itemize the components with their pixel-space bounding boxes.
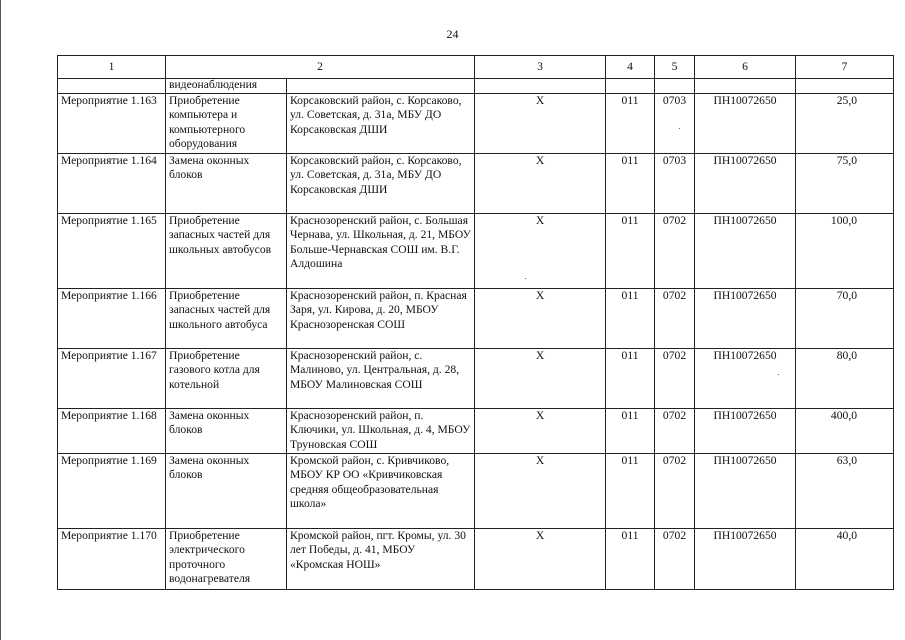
column-4-value: 011 [606, 349, 655, 409]
event-id: Мероприятие 1.163 [58, 94, 166, 154]
event-name: Приобретение запасных частей для школьного автобуса [166, 289, 287, 349]
column-header-2: 2 [166, 56, 475, 79]
column-header-1: 1 [58, 56, 166, 79]
column-3-value: Х [475, 214, 606, 289]
column-header-3: 3 [475, 56, 606, 79]
column-7-value: 25,0 [796, 94, 894, 154]
event-id: Мероприятие 1.168 [58, 409, 166, 454]
column-header-7: 7 [796, 56, 894, 79]
column-6-value: ПН10072650 [695, 529, 796, 590]
event-name: Замена оконных блоков [166, 154, 287, 214]
column-7-value: 100,0 [796, 214, 894, 289]
event-name: Приобретение электрического проточного водонагревателя [166, 529, 287, 590]
column-3-value: Х [475, 94, 606, 154]
continuation-row [58, 79, 894, 94]
column-6-value: ПН10072650 [695, 214, 796, 289]
header-row [58, 56, 894, 79]
event-address: Краснозоренский район, с. Большая Чернава, ул. Школьная, д. 21, МБОУ Больше-Чернавская СОШ им. В.Г. Алдошина [287, 214, 475, 289]
column-6-value: ПН10072650 [695, 154, 796, 214]
column-header-4: 4 [606, 56, 655, 79]
event-id: Мероприятие 1.167 [58, 349, 166, 409]
event-address: Корсаковский район, с. Корсаково, ул. Советская, д. 31а, МБУ ДО Корсаковская ДШИ [287, 94, 475, 154]
event-id: Мероприятие 1.166 [58, 289, 166, 349]
column-5-value: 0702 [655, 454, 695, 529]
event-id: Мероприятие 1.170 [58, 529, 166, 590]
column-5-value: 0702 [655, 214, 695, 289]
table-row [58, 289, 894, 349]
column-7-value: 63,0 [796, 454, 894, 529]
column-3-value: Х [475, 529, 606, 590]
table-row [58, 454, 894, 529]
column-7-value: 75,0 [796, 154, 894, 214]
column-5-value: 0702 [655, 529, 695, 590]
column-5-value: 0702 [655, 349, 695, 409]
table-row [58, 349, 894, 409]
column-7-value: 70,0 [796, 289, 894, 349]
column-3-value: Х [475, 289, 606, 349]
scan-edge [0, 0, 1, 640]
column-4-value: 011 [606, 214, 655, 289]
column-6-value: ПН10072650 [695, 409, 796, 454]
table-body [58, 79, 894, 590]
column-4-value: 011 [606, 529, 655, 590]
column-6-value: ПН10072650 [695, 454, 796, 529]
column-5-value: 0702 [655, 409, 695, 454]
column-5-value: 0702 [655, 289, 695, 349]
table-row [58, 214, 894, 289]
event-address: Краснозоренский район, п. Ключики, ул. Школьная, д. 4, МБОУ Труновская СОШ [287, 409, 475, 454]
event-id: Мероприятие 1.165 [58, 214, 166, 289]
scan-speck [679, 128, 680, 129]
event-name: Приобретение газового котла для котельной [166, 349, 287, 409]
scan-speck [525, 278, 526, 279]
table-row [58, 529, 894, 590]
column-4-value: 011 [606, 289, 655, 349]
column-4-value: 011 [606, 154, 655, 214]
event-name: Замена оконных блоков [166, 409, 287, 454]
column-4-value: 011 [606, 454, 655, 529]
event-id: Мероприятие 1.164 [58, 154, 166, 214]
column-7-value: 400,0 [796, 409, 894, 454]
column-6-value: ПН10072650 [695, 349, 796, 409]
event-name: Приобретение компьютера и компьютерного оборудования [166, 94, 287, 154]
column-4-value: 011 [606, 409, 655, 454]
column-3-value: Х [475, 349, 606, 409]
column-header-5: 5 [655, 56, 695, 79]
table-row [58, 94, 894, 154]
event-address: Краснозоренский район, с. Малиново, ул. Центральная, д. 28, МБОУ Малиновская СОШ [287, 349, 475, 409]
column-6-value: ПН10072650 [695, 289, 796, 349]
event-address: Кромской район, пгт. Кромы, ул. 30 лет Победы, д. 41, МБОУ «Кромская НОШ» [287, 529, 475, 590]
event-name: Замена оконных блоков [166, 454, 287, 529]
event-id: Мероприятие 1.169 [58, 454, 166, 529]
page-number: 24 [446, 27, 459, 41]
column-7-value: 40,0 [796, 529, 894, 590]
column-3-value: Х [475, 154, 606, 214]
column-header-6: 6 [695, 56, 796, 79]
column-5-value: 0703 [655, 154, 695, 214]
event-name: Приобретение запасных частей для школьных автобусов [166, 214, 287, 289]
column-7-value: 80,0 [796, 349, 894, 409]
column-3-value: Х [475, 409, 606, 454]
column-3-value: Х [475, 454, 606, 529]
column-6-value: ПН10072650 [695, 94, 796, 154]
column-4-value: 011 [606, 94, 655, 154]
table-row [58, 409, 894, 454]
event-address: Корсаковский район, с. Корсаково, ул. Советская, д. 31а, МБУ ДО Корсаковская ДШИ [287, 154, 475, 214]
budget-table [57, 55, 894, 590]
continuation-text: видеонаблюдения [166, 79, 287, 94]
scan-speck [778, 374, 779, 375]
event-address: Краснозоренский район, п. Красная Заря, ул. Кирова, д. 20, МБОУ Краснозоренская СОШ [287, 289, 475, 349]
column-5-value: 0703 [655, 94, 695, 154]
event-address: Кромской район, с. Кривчиково, МБОУ КР ОО «Кривчиковская средняя общеобразовательная школа» [287, 454, 475, 529]
table-row [58, 154, 894, 214]
